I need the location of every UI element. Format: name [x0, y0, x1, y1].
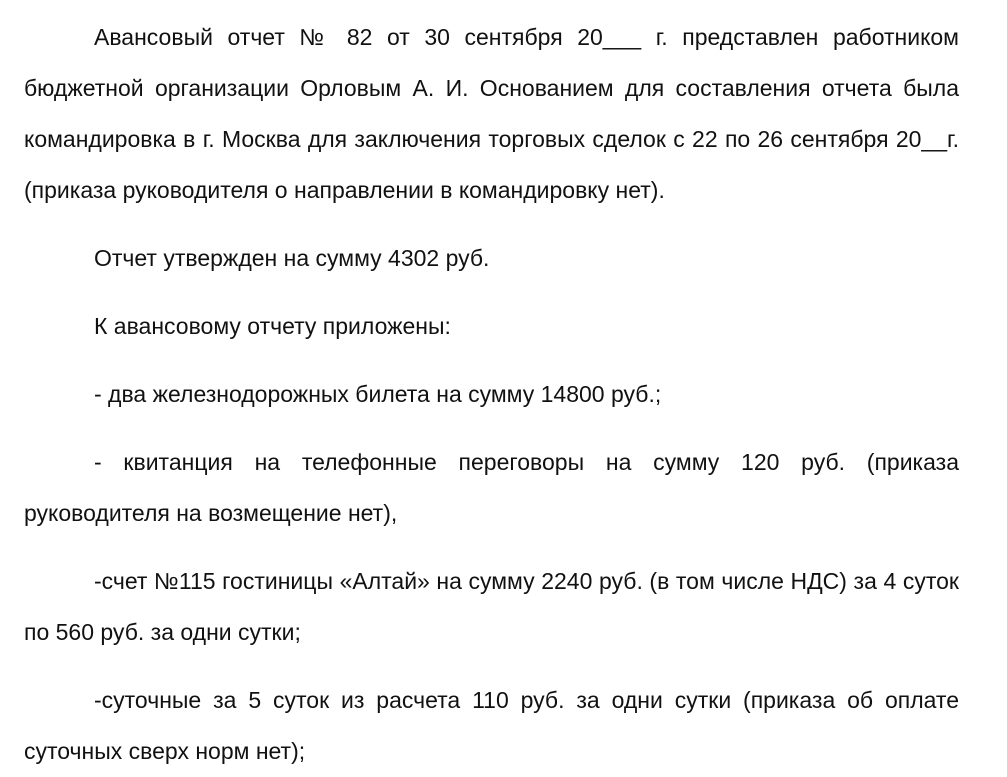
document-body — [24, 12, 959, 777]
paragraph-hotel-invoice: -счет №115 гостиницы «Алтай» на сумму 2240 руб. (в том числе НДС) за 4 суток по 560 руб. за одни сутки; — [24, 568, 959, 645]
paragraph-railway-tickets: - два железнодорожных билета на сумму 14800 руб.; — [94, 381, 662, 407]
paragraph-daily-allowance: -суточные за 5 суток из расчета 110 руб. за одни сутки (приказа об оплате суточных сверх норм нет); — [24, 687, 959, 764]
paragraph-phone-receipt: - квитанция на телефонные переговоры на сумму 120 руб. (приказа руководителя на возмещение нет), — [24, 449, 959, 526]
paragraph-attachments-heading: К авансовому отчету приложены: — [94, 313, 451, 339]
paragraph-report-intro: Авансовый отчет № 82 от 30 сентября 20___ г. представлен работником бюджетной организации Орловым А. И. Основанием для составления отчета была командировка в г. Москва для заключения торговых сделок с 22 по 26 сентября 20__г. (приказа руководителя о направлении в командировку нет). — [24, 24, 959, 203]
paragraph-approved-amount: Отчет утвержден на сумму 4302 руб. — [94, 245, 490, 271]
